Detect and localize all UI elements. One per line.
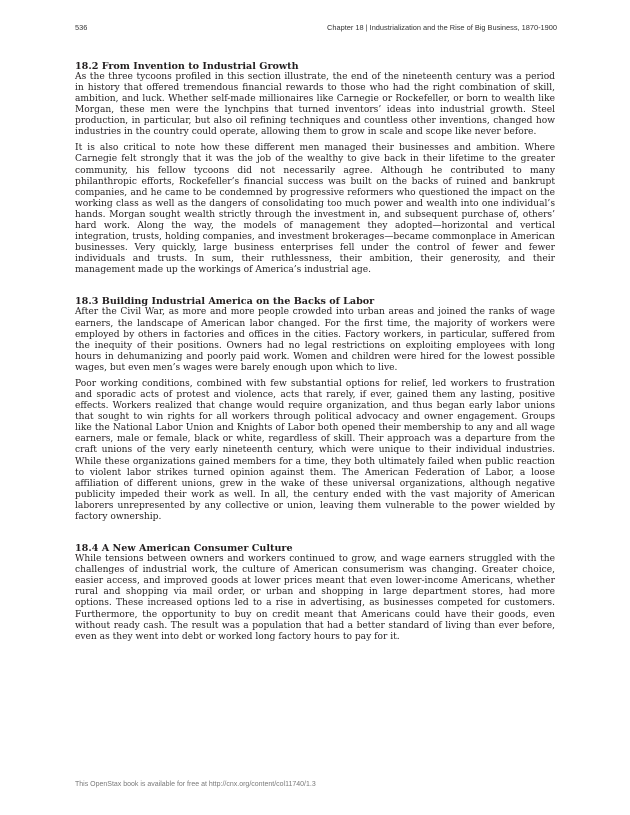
- paragraph: After the Civil War, as more and more people crowded into urban areas and joined the ranks of wage earners, the landscape of American labor changed. For the first time, the majority of workers were employed by others in factories and offices in the cities. Factory workers, in particular, suffered from the inequity of their positions. Owners had no legal restrictions on exploiting employees with long hours in dehumanizing and poorly paid work. Women and children were hired for the lowest possible wages, but even men’s wages were barely enough upon which to live.: [75, 307, 555, 373]
- section-18-3: [75, 296, 555, 523]
- section-18-4: [75, 543, 555, 643]
- paragraph: While tensions between owners and workers continued to grow, and wage earners struggled with the challenges of industrial work, the culture of American consumerism was changing. Greater choice, easier access, and improved goods at lower prices meant that even lower-income Americans, whether rural and shopping via mail order, or urban and shopping in large department stores, had more options. These increased options led to a rise in advertising, as businesses competed for customers. Furthermore, the opportunity to buy on credit meant that Americans could have their goods, even without ready cash. The result was a population that had a better standard of living than ever before, even as they went into debt or worked long factory hours to pay for it.: [75, 554, 555, 642]
- chapter-title: Chapter 18 | Industrialization and the Rise of Big Business, 1870-1900: [327, 23, 557, 32]
- section-heading: 18.4 A New American Consumer Culture: [75, 543, 293, 555]
- section-heading: 18.2 From Invention to Industrial Growth: [75, 61, 299, 72]
- page-content: [75, 61, 555, 648]
- page-number: 536: [75, 23, 88, 32]
- page-footer: This OpenStax book is available for free at http://cnx.org/content/col11740/1.3: [75, 781, 316, 788]
- paragraph: As the three tycoons profiled in this section illustrate, the end of the nineteenth century was a period in history that offered tremendous financial rewards to those who had the right combination of skill, ambition, and luck. Whether self-made millionaires like Carnegie or Rockefeller, or born to wealth like Morgan, these men were the lynchpins that turned inventors’ ideas into industrial growth. Steel production, in particular, but also oil refining techniques and countless other inventions, changed how industries in the country could operate, allowing them to grow in scale and scope like never before.: [75, 72, 555, 138]
- paragraph: Poor working conditions, combined with few substantial options for relief, led workers to frustration and sporadic acts of protest and violence, acts that rarely, if ever, gained them any lasting, positive effects. Workers realized that change would require organization, and thus began early labor unions that sought to win rights for all workers through political advocacy and owner engagement. Groups like the National Labor Union and Knights of Labor both opened their membership to any and all wage earners, male or female, black or white, regardless of skill. Their approach was a departure from the craft unions of the very early nineteenth century, which were unique to their individual industries. While these organizations gained members for a time, they both ultimately failed when public reaction to violent labor strikes turned opinion against them. The American Federation of Labor, a loose affiliation of different unions, grew in the wake of these universal organizations, although negative publicity impeded their work as well. In all, the century ended with the vast majority of American laborers unrepresented by any collective or union, leaving them vulnerable to the power wielded by factory ownership.: [75, 378, 555, 522]
- paragraph: It is also critical to note how these different men managed their businesses and ambition. Where Carnegie felt strongly that it was the job of the wealthy to give back in their lifetime to the greater community, his fellow tycoons did not necessarily agree. Although he contributed to many philanthropic efforts, Rockefeller’s financial success was built on the backs of ruined and bankrupt companies, and he came to be condemned by progressive reformers who questioned the impact on the working class as well as the dangers of consolidating too much power and wealth into one individual’s hands. Morgan sought wealth strictly through the investment in, and subsequent purchase of, others’ hard work. Along the way, the models of management they adopted—horizontal and vertical integration, trusts, holding companies, and investment brokerages—became commonplace in American businesses. Very quickly, large business enterprises fell under the control of fewer and fewer individuals and trusts. In sum, their ruthlessness, their ambition, their generosity, and their management made up the workings of America’s industrial age.: [75, 143, 555, 276]
- section-heading: 18.3 Building Industrial America on the Backs of Labor: [75, 296, 375, 308]
- section-18-2: [75, 61, 555, 276]
